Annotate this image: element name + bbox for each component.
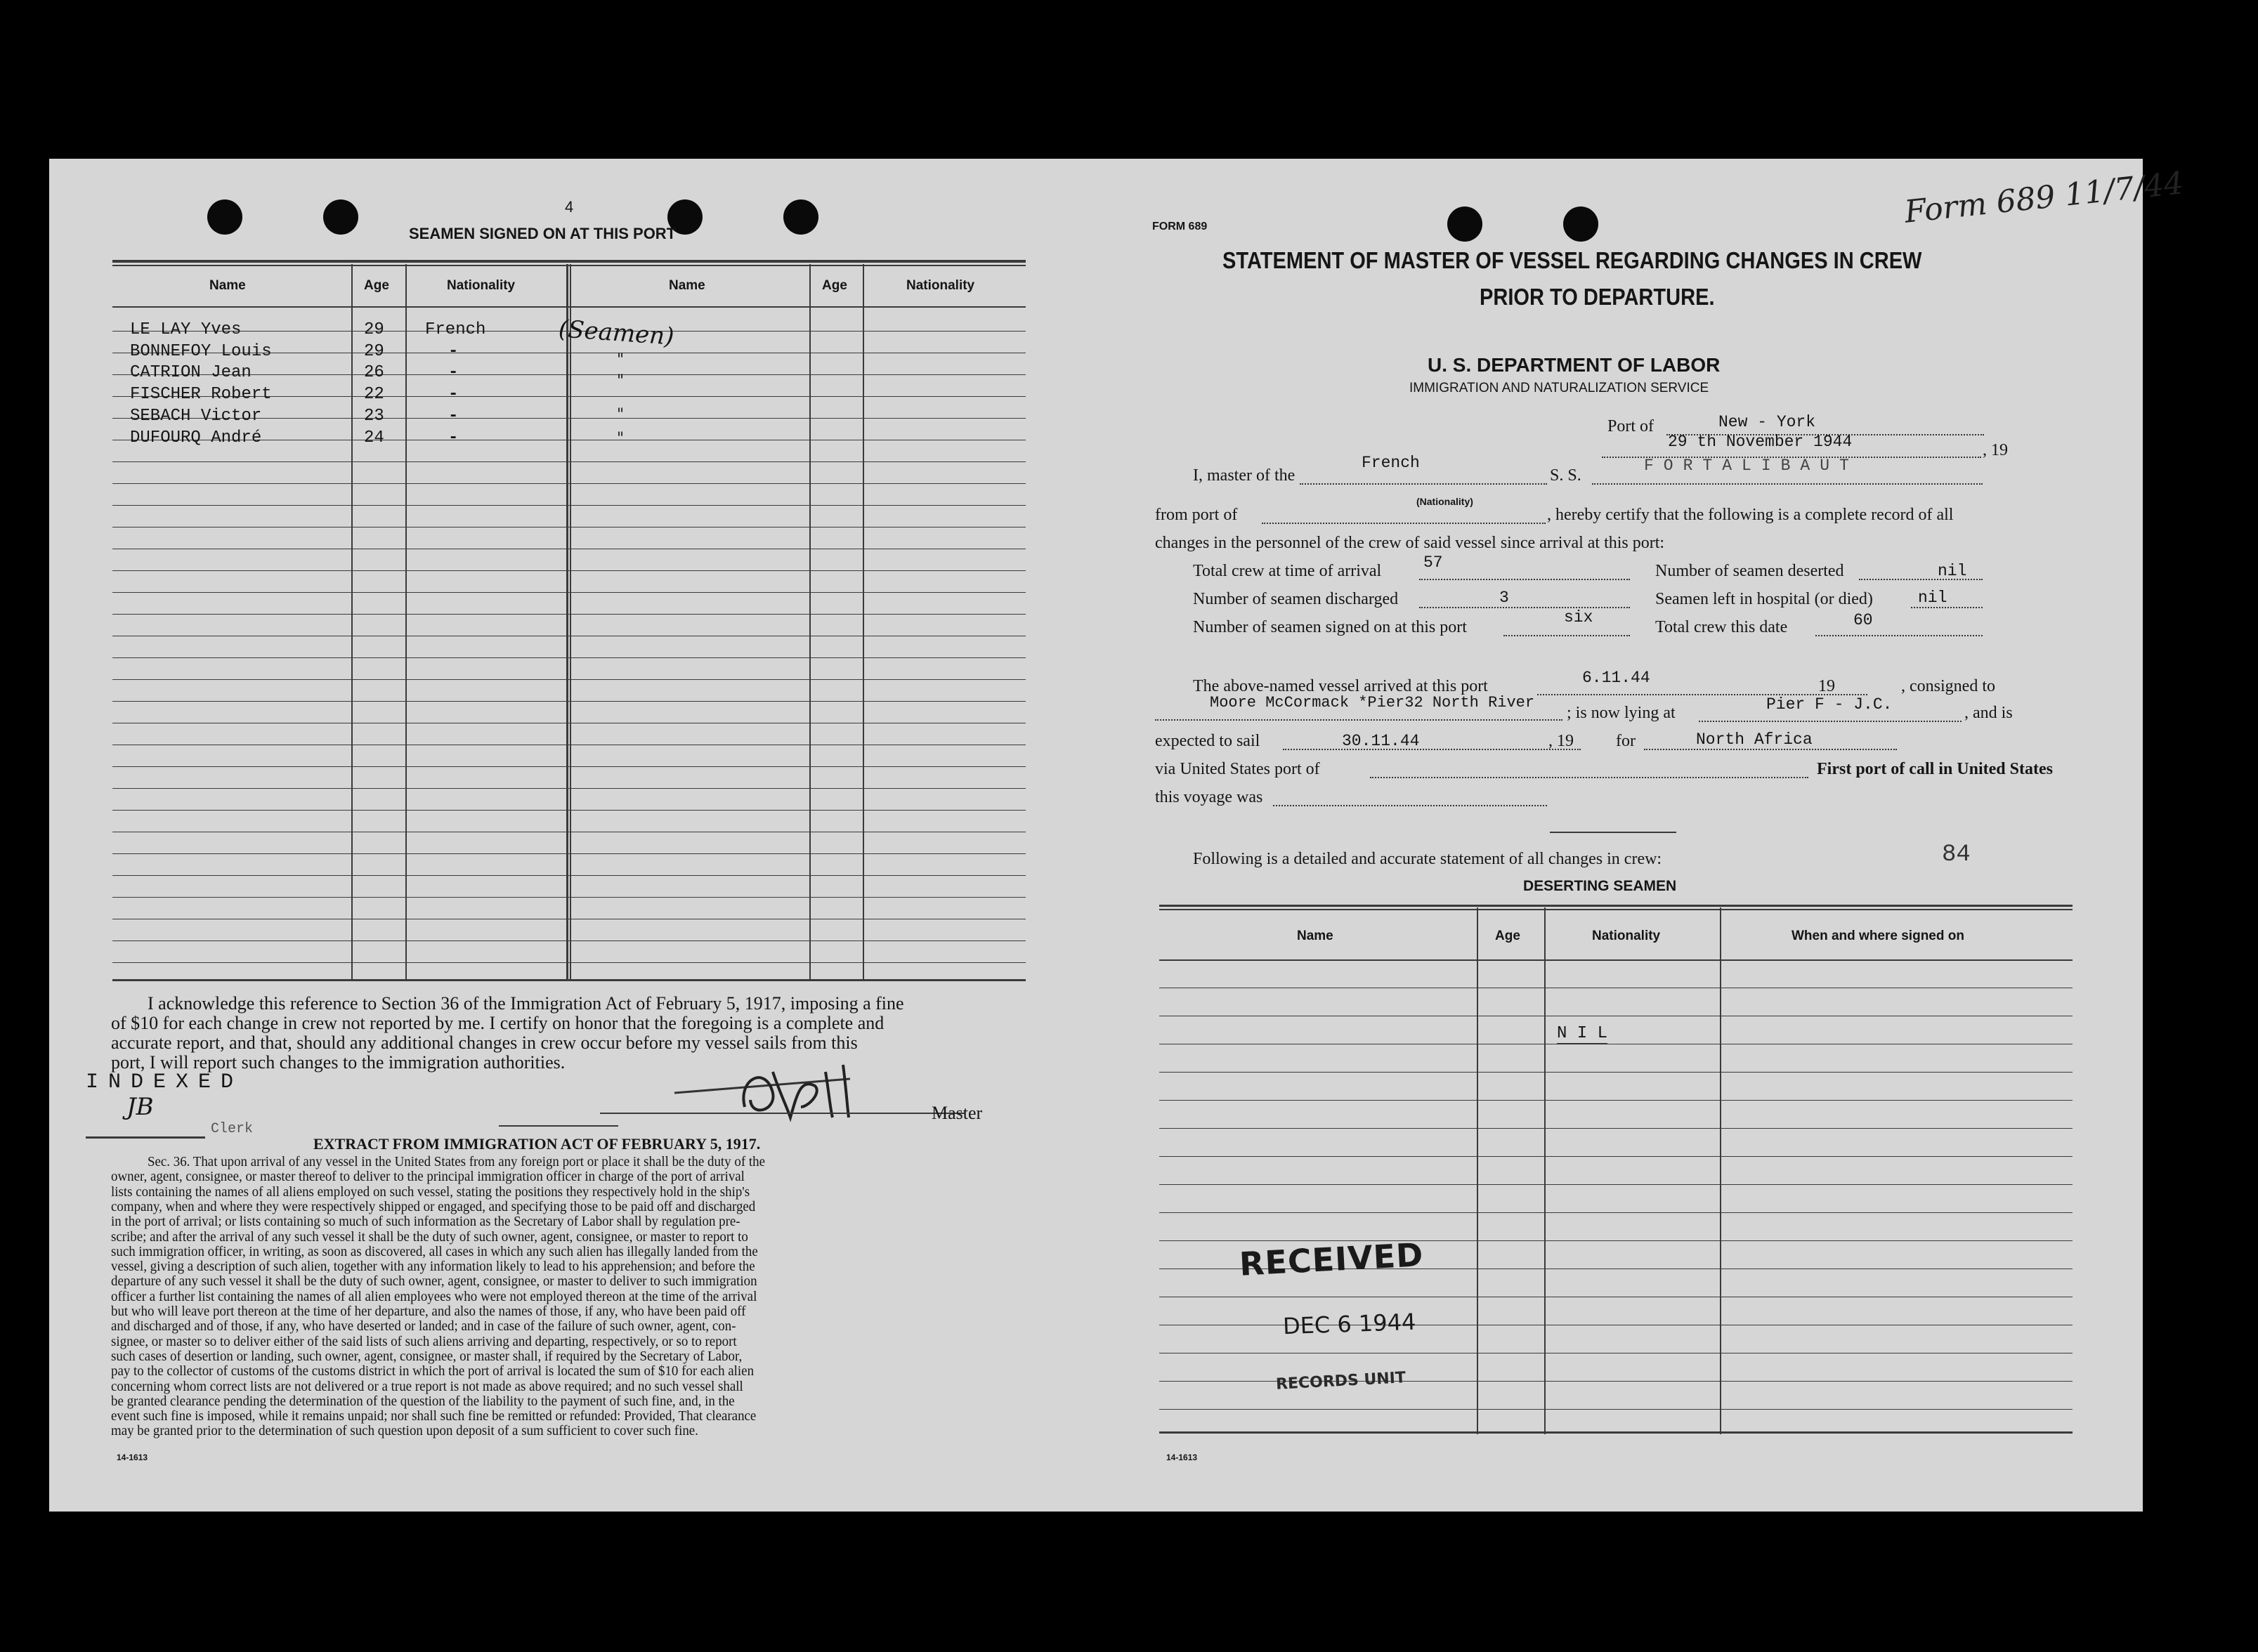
extract-line: be granted clearance pending the determination of the question of the liability to the payment of such fine, and, in the (111, 1394, 735, 1409)
row-rule (112, 810, 1026, 811)
extract-line: departure of any such vessel it shall be the duty of such owner, agent, consignee, or master to deliver to such immigration (111, 1274, 757, 1290)
department-name: U. S. DEPARTMENT OF LABOR (1428, 354, 1721, 376)
row-rule (1159, 1100, 2073, 1101)
for-label: for (1616, 732, 1636, 750)
indexed-stamp: INDEXED (86, 1070, 244, 1094)
column-divider (566, 264, 568, 981)
row-rule (112, 897, 1026, 898)
extract-line: lists containing the names of all aliens employed on such vessel, stating the positions they respectively hold in the ship's (111, 1184, 750, 1200)
total-crew-arrival-value: 57 (1423, 553, 1443, 572)
certify-text: , hereby certify that the following is a complete record of all (1547, 506, 1954, 524)
extract-line: such cases of desertion or landing, such owner, agent, consignee, or master shall, if required by the Secretary of Labor, (111, 1349, 743, 1364)
extract-line: pay to the collector of customs of the customs district in which the port of arrival is located the sum of $10 for each alien (111, 1364, 755, 1379)
field-line (1815, 635, 1983, 636)
nationality-value: French (1362, 454, 1420, 472)
extract-line: signee, or master so to deliver either of the said lists of such aliens arriving and departing, respectively, or so to report (111, 1334, 737, 1349)
expected-year: , 19 (1548, 732, 1574, 750)
consigned-label: , consigned to (1901, 677, 1995, 695)
row-name: CATRION Jean (130, 363, 252, 382)
handwritten-date-note: Form 689 11/7/44 (1903, 165, 2186, 230)
row-age: 22 (364, 385, 384, 404)
extract-rule (499, 1125, 618, 1127)
deserting-col-signed-on: When and where signed on (1792, 929, 1964, 943)
row-nationality: - (448, 407, 459, 426)
hospital-label: Seamen left in hospital (or died) (1655, 590, 1873, 608)
date-value: 29 th November 1944 (1668, 433, 1853, 451)
ss-field-line (1592, 483, 1983, 485)
clerk-label: Clerk (211, 1121, 254, 1137)
seamen-deserted-label: Number of seamen deserted (1655, 562, 1844, 580)
ditto-mark: " (617, 406, 625, 424)
row-name: DUFOURQ André (130, 428, 262, 447)
row-rule (1159, 1072, 2073, 1073)
master-signature-line (600, 1113, 965, 1114)
nil-entry: N I L (1557, 1024, 1608, 1043)
row-rule (112, 592, 1026, 593)
row-rule (112, 461, 1026, 462)
year-suffix: , 19 (1983, 441, 2008, 459)
row-rule (1159, 1212, 2073, 1213)
acknowledgement-line: I acknowledge this reference to Section 36 of the Immigration Act of February 5, 1917, imposing a fine (148, 993, 904, 1014)
row-nationality: - (448, 363, 459, 382)
field-line (1370, 777, 1808, 778)
seamen-deserted-value: nil (1938, 562, 1967, 580)
extract-line: and discharged and of those, if any, who have deserted or landed; and in case of the failure of such owner, agent, con- (111, 1319, 736, 1335)
first-port-label: First port of call in United States (1817, 760, 2053, 778)
signed-on-value: six (1564, 608, 1593, 627)
row-rule (112, 940, 1026, 941)
row-age: 29 (364, 342, 384, 361)
row-rule (1159, 1184, 2073, 1185)
ditto-mark: " (617, 372, 625, 390)
row-rule (112, 483, 1026, 484)
form-number: FORM 689 (1152, 221, 1208, 232)
row-rule (112, 657, 1026, 658)
deserting-col-nationality: Nationality (1592, 929, 1661, 943)
punch-hole (323, 199, 358, 235)
row-name: SEBACH Victor (130, 407, 262, 426)
left-title: SEAMEN SIGNED ON AT THIS PORT (409, 225, 677, 242)
punch-hole (783, 199, 818, 235)
form-title-line1: STATEMENT OF MASTER OF VESSEL REGARDING CHANGES IN CREW (1222, 247, 1922, 273)
seamen-discharged-label: Number of seamen discharged (1193, 590, 1399, 608)
col-header-name: Name (209, 278, 246, 293)
column-divider (863, 264, 864, 981)
row-nationality: - (448, 428, 459, 447)
from-port-field-line (1262, 523, 1546, 524)
following-number: 84 (1942, 841, 1971, 868)
from-port-label: from port of (1155, 506, 1238, 524)
row-rule (1159, 1240, 2073, 1241)
row-rule (112, 505, 1026, 506)
extract-line: scribe; and after the arrival of any such vessel it shall be the duty of such owner, agent, consignee, or master to report to (111, 1229, 748, 1245)
deserting-title: DESERTING SEAMEN (1523, 878, 1677, 894)
deserting-header-rule (1159, 959, 2073, 961)
row-age: 26 (364, 363, 384, 382)
column-divider (809, 264, 811, 981)
signed-on-label: Number of seamen signed on at this port (1193, 618, 1467, 636)
col-header-name-2: Name (669, 278, 705, 293)
column-divider (1720, 907, 1721, 1434)
master-signature (667, 1051, 864, 1128)
extract-line: concerning whom correct lists are not delivered or a true report is not made as above required; and no such vessel shall (111, 1379, 743, 1394)
received-stamp: RECEIVED (1238, 1235, 1425, 1283)
column-divider (1477, 907, 1478, 1434)
table-top-rule (112, 265, 1026, 266)
extract-line: company, when and where they were respectively shipped or engaged, and specifying those to be paid off and discharged (111, 1199, 756, 1214)
col-header-age-2: Age (822, 278, 847, 293)
received-date-stamp: DEC 6 1944 (1282, 1308, 1416, 1340)
deserting-top-rule (1159, 909, 2073, 910)
row-name: BONNEFOY Louis (130, 342, 272, 361)
field-line (1911, 607, 1983, 608)
extract-line: owner, agent, consignee, or master thereof to deliver to the principal immigration officer in charge of the port of arrival (111, 1169, 745, 1185)
field-line (1699, 721, 1962, 722)
master-of-label: I, master of the (1193, 466, 1296, 485)
row-rule (112, 679, 1026, 680)
extract-line: such immigration officer, in writing, as soon as discovered, all cases in which any such alien has illegally landed from the (111, 1244, 758, 1259)
lying-value: Pier F - J.C. (1766, 695, 1893, 714)
for-value: North Africa (1696, 730, 1813, 749)
extract-line: in the port of arrival; or lists containing so much of such information as the Secretary of Labor shall by regulation pre- (111, 1214, 740, 1230)
acknowledgement-line: port, I will report such changes to the immigration authorities. (111, 1052, 566, 1073)
total-crew-date-label: Total crew this date (1655, 618, 1788, 636)
punch-hole (207, 199, 242, 235)
field-line (1419, 579, 1630, 580)
clerk-initials: JB (126, 1093, 154, 1121)
table-bottom-rule (112, 979, 1026, 981)
column-divider (1544, 907, 1546, 1434)
row-rule (112, 853, 1026, 854)
row-rule (1159, 1128, 2073, 1129)
column-divider (570, 264, 571, 981)
acknowledgement-line: accurate report, and that, should any additional changes in crew occur before my vessel sails from this (111, 1032, 858, 1053)
row-rule (112, 788, 1026, 789)
deserting-bottom-rule (1159, 1431, 2073, 1434)
expected-value: 30.11.44 (1342, 732, 1420, 750)
clerk-signature-line (86, 1136, 205, 1139)
extract-line: but who will leave port thereon at the time of her departure, and also the names of those, if any, who have been paid off (111, 1304, 746, 1319)
row-age: 23 (364, 407, 384, 426)
nationality-field-line (1300, 483, 1547, 485)
punch-hole (1563, 206, 1598, 242)
ditto-mark: " (617, 351, 625, 369)
port-value: New - York (1718, 413, 1816, 431)
row-nationality: - (448, 385, 459, 404)
extract-line: may be granted prior to the determination of such question upon deposit of a sum sufficient to cover such fine. (111, 1424, 698, 1439)
field-line (1503, 635, 1630, 636)
service-name: IMMIGRATION AND NATURALIZATION SERVICE (1409, 381, 1709, 395)
row-rule (112, 701, 1026, 702)
arrived-label: The above-named vessel arrived at this port (1193, 677, 1488, 695)
arrived-value: 6.11.44 (1582, 669, 1650, 687)
nationality-caption: (Nationality) (1416, 496, 1473, 507)
extract-line: event such fine is imposed, while it remains unpaid; nor shall such fine be remitted or refunded: Provided, That clearance (111, 1409, 757, 1424)
seamen-discharged-value: 3 (1499, 589, 1509, 607)
hospital-value: nil (1918, 589, 1947, 607)
table-top-rule (112, 260, 1026, 263)
row-rule (112, 962, 1026, 963)
row-age: 24 (364, 428, 384, 447)
row-name: LE LAY Yves (130, 320, 242, 339)
records-stamp: RECORDS UNIT (1275, 1369, 1407, 1394)
voyage-label: this voyage was (1155, 788, 1263, 806)
via-label: via United States port of (1155, 760, 1320, 778)
arrived-year: 19 (1818, 677, 1835, 695)
row-nationality: French (425, 320, 486, 339)
ss-value: FORTALIBAUT (1644, 457, 1859, 475)
col-header-age: Age (364, 278, 389, 293)
following-label: Following is a detailed and accurate statement of all changes in crew: (1193, 850, 1662, 868)
field-line (1644, 749, 1897, 750)
extract-line: vessel, giving a description of such alien, together with any information likely to lead to his apprehension; and before the (111, 1259, 755, 1275)
total-crew-arrival-label: Total crew at time of arrival (1193, 562, 1382, 580)
ss-label: S. S. (1550, 466, 1581, 485)
row-rule (1159, 1156, 2073, 1157)
separator-rule (1550, 832, 1676, 833)
column-divider (351, 264, 353, 981)
row-name: FISCHER Robert (130, 385, 272, 404)
form-title-line2: PRIOR TO DEPARTURE. (1480, 284, 1715, 310)
page-number: 4 (565, 198, 574, 216)
punch-hole (1447, 206, 1482, 242)
field-line (1155, 719, 1562, 721)
row-age: 29 (364, 320, 384, 339)
column-divider (405, 264, 407, 981)
extract-title: EXTRACT FROM IMMIGRATION ACT OF FEBRUARY 5, 1917. (313, 1135, 761, 1153)
master-label: Master (932, 1103, 983, 1123)
deserting-top-rule (1159, 905, 2073, 907)
left-form-code: 14-1613 (117, 1453, 148, 1462)
total-crew-date-value: 60 (1853, 611, 1873, 629)
field-line (1419, 607, 1630, 608)
row-rule (1159, 1409, 2073, 1410)
document-sheet (49, 159, 2186, 1512)
table-header-rule (112, 306, 1026, 308)
handwritten-annotation: (Seamen) (557, 315, 675, 351)
lying-label: ; is now lying at (1567, 704, 1676, 722)
consignee-value: Moore McCormack *Pier32 North River (1210, 694, 1535, 712)
field-line (1283, 749, 1581, 750)
row-rule (112, 875, 1026, 876)
row-rule (112, 614, 1026, 615)
expected-label: expected to sail (1155, 732, 1260, 750)
row-rule (112, 570, 1026, 571)
col-header-nationality-2: Nationality (906, 278, 975, 293)
and-is-label: , and is (1964, 704, 2013, 722)
col-header-nationality: Nationality (447, 278, 516, 293)
deserting-col-name: Name (1297, 929, 1333, 943)
acknowledgement-line: of $10 for each change in crew not reported by me. I certify on honor that the foregoing is a complete and (111, 1013, 885, 1033)
field-line (1273, 805, 1547, 806)
changes-text: changes in the personnel of the crew of said vessel since arrival at this port: (1155, 534, 1665, 552)
extract-line: Sec. 36. That upon arrival of any vessel in the United States from any foreign port or place it shall be the duty of the (148, 1155, 765, 1169)
ditto-mark: " (617, 430, 625, 447)
port-label: Port of (1607, 417, 1654, 435)
deserting-col-age: Age (1495, 929, 1520, 943)
row-nationality: - (448, 342, 459, 361)
right-form-code: 14-1613 (1166, 1453, 1198, 1462)
row-rule (112, 766, 1026, 767)
extract-line: officer a further list containing the names of all alien employees who were not employed thereon at the time of the arrival (111, 1289, 757, 1304)
